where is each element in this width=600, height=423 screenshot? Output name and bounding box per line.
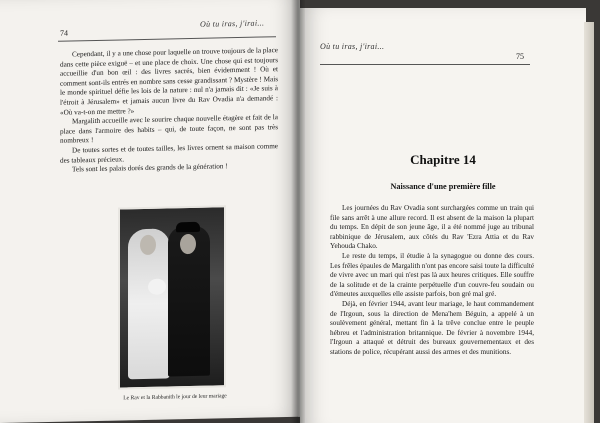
chapter-subtitle: Naissance d'une première fille xyxy=(390,182,496,191)
paragraph: Les journées du Rav Ovadia sont surchargées comme un train qui file sans arrêt à une allure record. Il est absent de la maison la plupart du temps. En dépit de son jeune âge, il a été nommé juge au tribunal rabbinique de Jérusalem, aux côtés du Rav 'Ezra Attia et du Rav Yehouda Chako. xyxy=(330,204,534,251)
chapter-title: Chapitre 14 xyxy=(410,152,476,167)
header-rule-left xyxy=(58,36,276,42)
page-number-left: 74 xyxy=(60,28,68,38)
page-number-right: 75 xyxy=(516,52,524,61)
page-edges xyxy=(584,22,594,423)
paragraph: De toutes sortes et de toutes tailles, les livres ornent sa maison comme des tableaux précieux. xyxy=(60,142,278,165)
book-gutter xyxy=(291,0,305,423)
right-body-text xyxy=(330,204,534,358)
wedding-photo xyxy=(118,205,226,389)
paragraph: Tels sont les palais dorés des grands de la génération ! xyxy=(72,162,228,174)
right-page xyxy=(300,8,586,423)
header-rule-right xyxy=(320,64,530,65)
paragraph: Le reste du temps, il étudie à la synagogue ou donne des cours. Les frêles épaules de Margalith n'ont pas encore saisi toute la difficulté de vivre avec un mari qui n'est pas là aux heures critiques. Elle souffre de la solitude et de la crainte perpétuelle d'un couvre-feu soudain ou d'émeutes auxquelles elle assiste parfois, bon gré mal gré. xyxy=(330,251,535,299)
photo-caption: Le Rav et la Rabbanith le jour de leur mariage xyxy=(123,393,227,402)
running-header-left: Où tu iras, j'irai... xyxy=(200,18,265,29)
left-body-text xyxy=(60,46,278,175)
running-header-right: Où tu iras, j'irai... xyxy=(320,42,385,51)
paragraph: Cependant, il y a une chose pour laquelle on trouve toujours de la place dans cette pièce exiguë – et une place de choix. Une chose qui est toujours accueillie d'un bon œil : des livres sacrés, bien évidemment ! Où et comment sont-ils entrés en nombre sans cesse grandissant ? Mystère ! Mais le monde spirituel défie les lois de la nature : nul n'a jamais dit : «Je suis à l'étroit à Jérusalem» et jamais aucun livre du Rav Ovadia n'a demandé : «Où va-t-on me mettre ?» xyxy=(60,46,278,117)
paragraph: Déjà, en février 1944, avant leur mariage, le haut commandement de l'Irgoun, sous la direction de Mena'hem Béguin, a appelé à un soulèvement général, mettant fin à la trêve conclue entre le peuple hébreu et l'administration britannique. De février à novembre 1944, l'Irgoun a attaqué et détruit des bureaux gouvernementaux et des stations de police, récupérant aussi des armes et des munitions. xyxy=(330,299,534,356)
groom-hat xyxy=(176,222,200,233)
paragraph: Margalith accueille avec le sourire chaque nouvelle étagère et fait de la place dans l'armoire des habits – qui, de toute façon, ne sont pas très nombreux ! xyxy=(60,113,278,146)
